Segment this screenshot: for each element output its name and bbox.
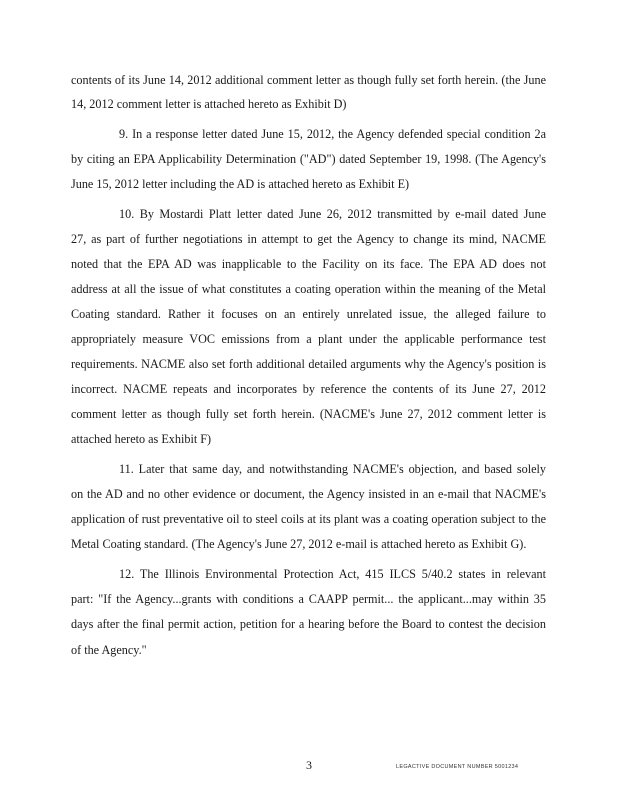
- text-line: by citing an EPA Applicability Determination ("AD") dated September 19, 1998. (The Agency's: [71, 152, 546, 166]
- text-line: days after the final permit action, petition for a hearing before the Board to contest the decision: [71, 617, 546, 631]
- text-line: appropriately measure VOC emissions from a plant under the applicable performance test: [71, 332, 546, 346]
- text-line: part: "If the Agency...grants with conditions a CAAPP permit... the applicant...may within 35: [71, 592, 546, 606]
- text-line: requirements. NACME also set forth additional detailed arguments why the Agency's position is: [71, 357, 546, 371]
- text-line: 14, 2012 comment letter is attached hereto as Exhibit D): [71, 97, 347, 111]
- text-line: 10. By Mostardi Platt letter dated June 26, 2012 transmitted by e-mail dated June: [119, 207, 546, 221]
- text-line: attached hereto as Exhibit F): [71, 432, 212, 446]
- text-line: 11. Later that same day, and notwithstanding NACME's objection, and based solely: [119, 462, 546, 476]
- text-line: on the AD and no other evidence or document, the Agency insisted in an e-mail that NACME's: [71, 487, 546, 501]
- text-line: noted that the EPA AD was inapplicable to the Facility on its face. The EPA AD does not: [71, 257, 546, 271]
- text-line: 9. In a response letter dated June 15, 2012, the Agency defended special condition 2a: [119, 127, 546, 141]
- text-line: incorrect. NACME repeats and incorporates by reference the contents of its June 27, 2012: [71, 382, 546, 396]
- text-line: 12. The Illinois Environmental Protection Act, 415 ILCS 5/40.2 states in relevant: [119, 567, 546, 581]
- text-line: Coating standard. Rather it focuses on an entirely unrelated issue, the alleged failure to: [71, 307, 546, 321]
- text-line: 27, as part of further negotiations in attempt to get the Agency to change its mind, NACME: [71, 232, 546, 246]
- text-line: application of rust preventative oil to steel coils at its plant was a coating operation subject to the: [71, 512, 546, 526]
- text-line: of the Agency.": [71, 643, 147, 657]
- text-line: comment letter as though fully set forth herein. (NACME's June 27, 2012 comment letter is: [71, 407, 546, 421]
- document-id-footer: LEGACTIVE DOCUMENT NUMBER 5001234: [396, 764, 519, 770]
- text-line: Metal Coating standard. (The Agency's June 27, 2012 e-mail is attached hereto as Exhibit G).: [71, 537, 527, 551]
- text-line: contents of its June 14, 2012 additional comment letter as though fully set forth herein. (the June: [71, 73, 546, 87]
- text-line: address at all the issue of what constitutes a coating operation within the meaning of the Metal: [71, 282, 546, 296]
- text-line: June 15, 2012 letter including the AD is attached hereto as Exhibit E): [71, 177, 410, 191]
- page-number: 3: [306, 758, 312, 772]
